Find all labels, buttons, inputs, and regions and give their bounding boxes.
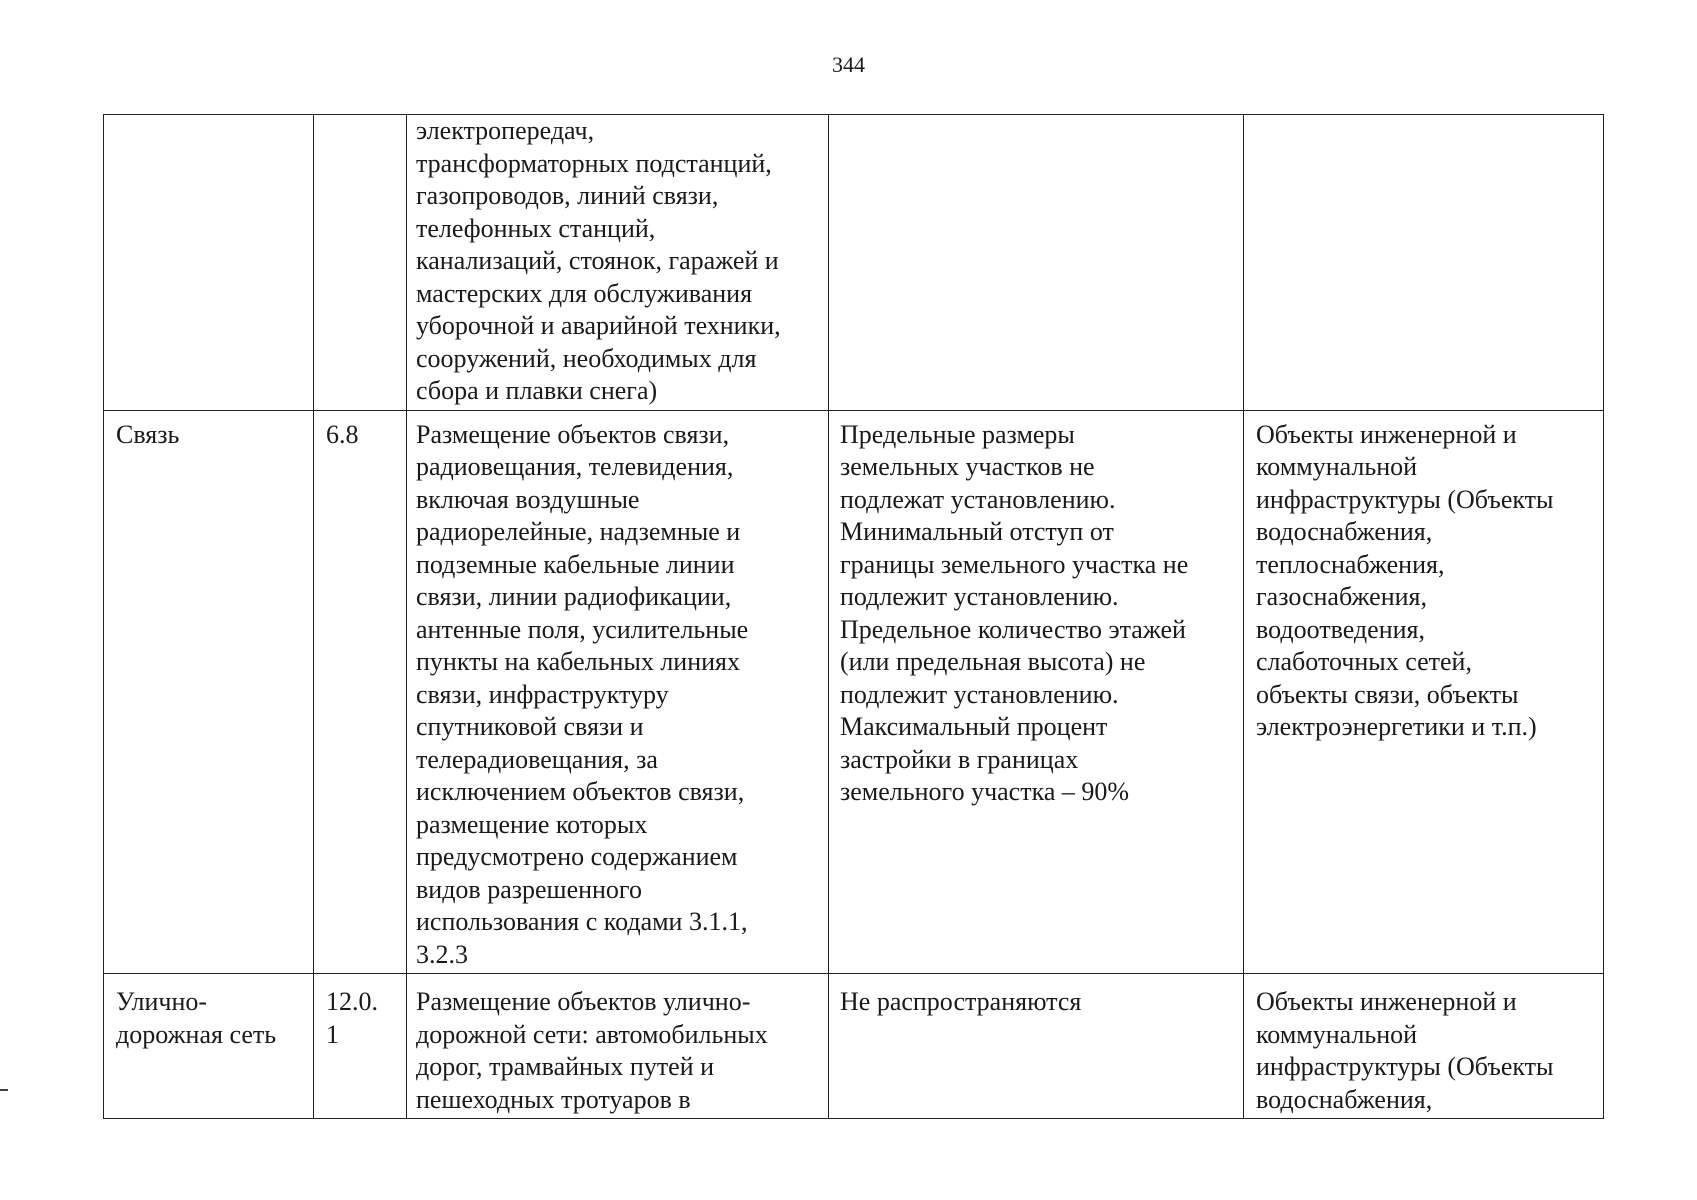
cell-code [314,115,407,411]
cell-name [104,115,314,411]
table-row-continuation [104,115,1604,411]
cell-code: 6.8 [314,410,407,974]
cell-description: электропередач, трансформаторных подстанций, газопроводов, линий связи, телефонных станций, канализаций, стоянок, гаражей и мастерских для обслуживания уборочной и аварийной техники, сооружений, необходимых для сбора и плавки снега) [407,115,829,411]
cell-objects: Объекты инженерной и коммунальной инфраструктуры (Объекты водоснабжения, теплоснабжения, газоснабжения, водоотведения, слаботочных сетей, объекты связи, объекты электроэнергетики и т.п.) [1244,410,1604,974]
cell-description: Размещение объектов связи, радиовещания, телевидения, включая воздушные радиорелейные, надземные и подземные кабельные линии связи, линии радиофикации, антенные поля, усилительные пункты на кабельных линиях связи, инфраструктуру спутниковой связи и телерадиовещания, за исключением объектов связи, размещение которых предусмотрено содержанием видов разрешенного использования с кодами 3.1.1, 3.2.3 [407,410,829,974]
zoning-table [103,114,1604,1119]
cell-objects: Объекты инженерной и коммунальной инфраструктуры (Объекты водоснабжения, [1244,974,1604,1119]
cell-name: Связь [104,410,314,974]
table-row-ulichno-dorozhnaya-set [104,974,1604,1119]
cell-name: Улично- дорожная сеть [104,974,314,1119]
cell-objects [1244,115,1604,411]
cell-code: 12.0. 1 [314,974,407,1119]
cell-parameters: Предельные размеры земельных участков не подлежат установлению. Минимальный отступ от границы земельного участка не подлежит установлению. Предельное количество этажей (или предельная высота) не подлежит установлению. Максимальный процент застройки в границах земельного участка – 90% [829,410,1244,974]
table-row-svyaz [104,410,1604,974]
cell-description: Размещение объектов улично- дорожной сети: автомобильных дорог, трамвайных путей и пешеходных тротуаров в [407,974,829,1119]
cell-parameters: Не распространяются [829,974,1244,1119]
cell-parameters [829,115,1244,411]
page-number: 344 [832,52,865,77]
margin-tick [0,1089,8,1091]
